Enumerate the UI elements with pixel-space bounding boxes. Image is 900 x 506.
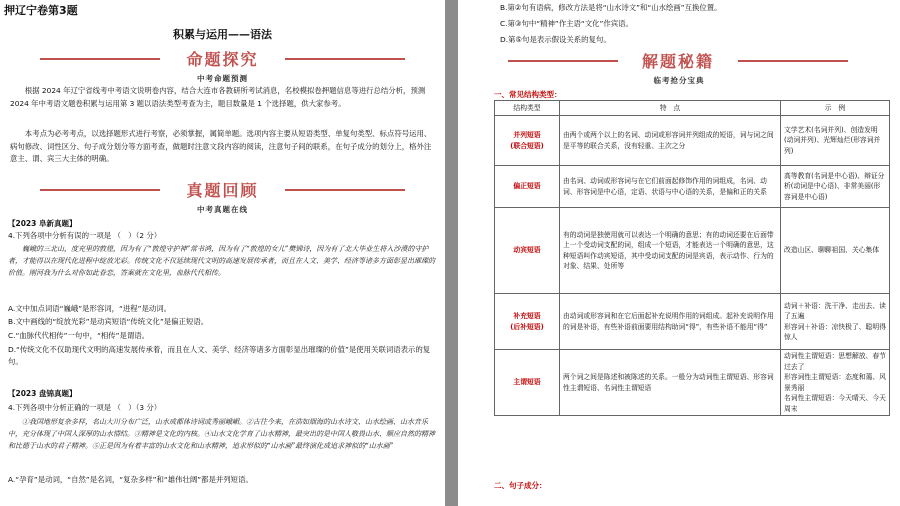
feature-cell: 有的动词是独使用就可以表达一个明确的意思；有的动词还要在后面带上一个受动词支配的词，组成一个短语，才能表达一个明确的意思，这种短语叫作动宾短语，其中受动词支配的词是宾语，表示动作、行为的对象、结果、处所等	[560, 208, 781, 294]
banner-past-questions	[40, 178, 405, 202]
option-c: C.“血脉代代相传”一句中，“相传”是谓语。	[8, 331, 150, 340]
option-b: B.第②句有语病，修改方法是将“山水诗文”和“山水绘画”互换位置。	[500, 3, 722, 12]
phrase-type-name: 主谓短语	[513, 378, 541, 387]
intro-paragraph-2: 本考点为必考考点，以选择题形式进行考察，必须掌握，属简单题。选项内容主要从短语类型、单复句类型、标点符号运用、病句修改、词性区分、句子成分划分等方面考查，做题时注意文段内容的阅读，注意句子间的联系，在句子成分的划分上，格外注意主、谓、宾三大主体的明确。	[10, 129, 432, 163]
option-a: A.文中加点词语“巍峨”是形容词，“进程”是动词。	[8, 304, 172, 313]
banner-subtitle: 中考真题在线	[197, 205, 248, 214]
table-row	[495, 350, 890, 416]
phrase-type-name: 补充短语	[513, 312, 541, 320]
right-page	[458, 0, 900, 506]
question-source-heading: 【2023 盘锦真题】	[8, 389, 77, 398]
table-row	[495, 208, 890, 294]
option-d: D.第⑤句是表示假设关系的复句。	[500, 35, 611, 44]
example-cell: 文学艺术(名词并列)、创造发明(动词并列)、光辉灿烂(形容词并列)	[781, 116, 890, 166]
example-cell: 动词性主谓短语：思想解放、春节过去了 形容词性主谓短语：态度和蔼、风景秀丽 名词性主谓短语：今天晴天、今天周末	[781, 350, 890, 416]
column-header: 特 点	[560, 101, 781, 116]
question-passage: ①我国地形复杂多样，名山大川分布广泛，山水成都体诗词或秀丽峨嵋。②古往今来，在浩如烟海的山水诗文、山水绘画、山水音乐中，充分体现了中国人深厚的山水情结。③精神是文化的内核。④山水文化学育了山水精神，最突出的是中国人敬畏山水、顺应自然的精神和比德于山水的君子精神。⑤正是因为有着丰富的山水文化和山水精神，追求形似的“山水画”最终演化成追求神似的“山水画”	[8, 418, 435, 450]
feature-cell: 由动词或形容词和在它后面起补充说明作用的词组成。起补充说明作用的词是补语，有些补语前面要用结构助词“得”，有些补语不能用“得”	[560, 294, 781, 350]
question-stem: 4.下列各项中分析正确的一项是 （ ）（3 分）	[8, 403, 162, 412]
banner-solving-tips	[508, 49, 848, 73]
banner-subtitle: 临考抢分宝典	[653, 76, 705, 85]
phrase-type-cell	[495, 350, 560, 416]
feature-cell: 由两个或两个以上的名词、动词或形容词并列组成的短语，词与词之间是平等的联合关系，没有轻重、主次之分	[560, 116, 781, 166]
banner-title: 解题秘籍	[641, 52, 714, 71]
option-c: C.第③句中“精神”作主语“文化”作宾语。	[500, 19, 633, 28]
example-cell: 动词＋补语：洗干净、走出去、读了五遍 形容词＋补语：凉快极了、聪明得惊人	[781, 294, 890, 350]
banner-topic-exploration	[40, 47, 405, 71]
column-header: 结构类型	[495, 101, 560, 116]
option-b: B.文中画线的“绽放光彩”是动宾短语“传统文化”是偏正短语。	[8, 317, 209, 326]
phrase-structure-table	[494, 100, 890, 416]
phrase-type-cell	[495, 208, 560, 294]
option-a: A.“孕育”是动词，“自然”是名词，“复杂多样”和“雄伟壮阔”都是并列短语。	[8, 475, 253, 484]
option-d: D.“传统文化不仅助现代文明的高速发展传承着，而且在人文、美学、经济等诸多方面彰显出璀璨的价值”是使用关联词语表示的复句。	[8, 345, 431, 366]
section-title: 积累与运用——语法	[173, 28, 272, 41]
phrase-type-name: 偏正短语	[513, 182, 541, 191]
phrase-type-name: 并列短语	[513, 131, 541, 139]
example-cell: 改造山区、聊聊祖国、关心集体	[781, 208, 890, 294]
phrase-type-cell	[495, 166, 560, 208]
document-title: 押辽宁卷第3题	[4, 4, 78, 17]
table-header-row	[495, 101, 890, 116]
banner-title: 真题回顾	[186, 181, 259, 200]
phrase-type-cell	[495, 294, 560, 350]
part-heading: 二、句子成分：	[494, 481, 547, 490]
column-header: 示 例	[781, 101, 890, 116]
table-row	[495, 166, 890, 208]
question-stem: 4.下列各项中分析有误的一项是 （ ）（2 分）	[8, 231, 162, 240]
phrase-type-name: 动宾短语	[513, 246, 541, 255]
banner-subtitle: 中考命题预测	[197, 74, 248, 83]
phrase-type-alias: (联合短语)	[510, 141, 544, 150]
feature-cell: 由名词、动词或形容词与在它们前面起修饰作用的词组成，名词、动词、形容词是中心语，定语、状语与中心语的关系，是偏和正的关系	[560, 166, 781, 208]
intro-paragraph-1: 根据 2024 年辽宁省线考中考语文说明卷内容，结合大连市各教研所考试消息，名校模拟卷押题信息等进行总结分析，预测 2024 年中考语文题卷积累与运用第 3 题以语法类型考查为主，题目数量是 1 个选择题，供大家参考。	[10, 86, 426, 108]
phrase-type-cell	[495, 116, 560, 166]
example-cell: 高等教育(名词是中心语)、辩证分析(动词是中心语)、非常美丽(形容词是中心语)	[781, 166, 890, 208]
phrase-type-alias: (后补短语)	[510, 322, 544, 331]
table-row	[495, 116, 890, 166]
question-source-heading: 【2023 阜新真题】	[8, 219, 77, 228]
left-page	[0, 0, 445, 506]
table-row	[495, 294, 890, 350]
question-passage: 巍峨的三北山，度充里的敦煌，因为有了“敦煌守护神”常书鸿，因为有了“敦煌的女儿”樊锦诗，因为有了北大毕业生将入沙漠的守护者，才能得以在现代化进程中绽放光彩。传统文化不仅延续现代文明的高速发展传承者，而且在人文、美学、经济等诸多方面彰显出璀璨的价值。刚河我为什么对你如此眷恋，答案就在文化里，血脉代代相传。	[8, 245, 435, 277]
part-heading: 一、常见结构类型：	[494, 90, 562, 99]
banner-title: 命题探究	[186, 50, 259, 69]
feature-cell: 两个词之间是陈述和被陈述的关系。一般分为动词性主谓短语、形容词性主谓短语、名词性主谓短语	[560, 350, 781, 416]
